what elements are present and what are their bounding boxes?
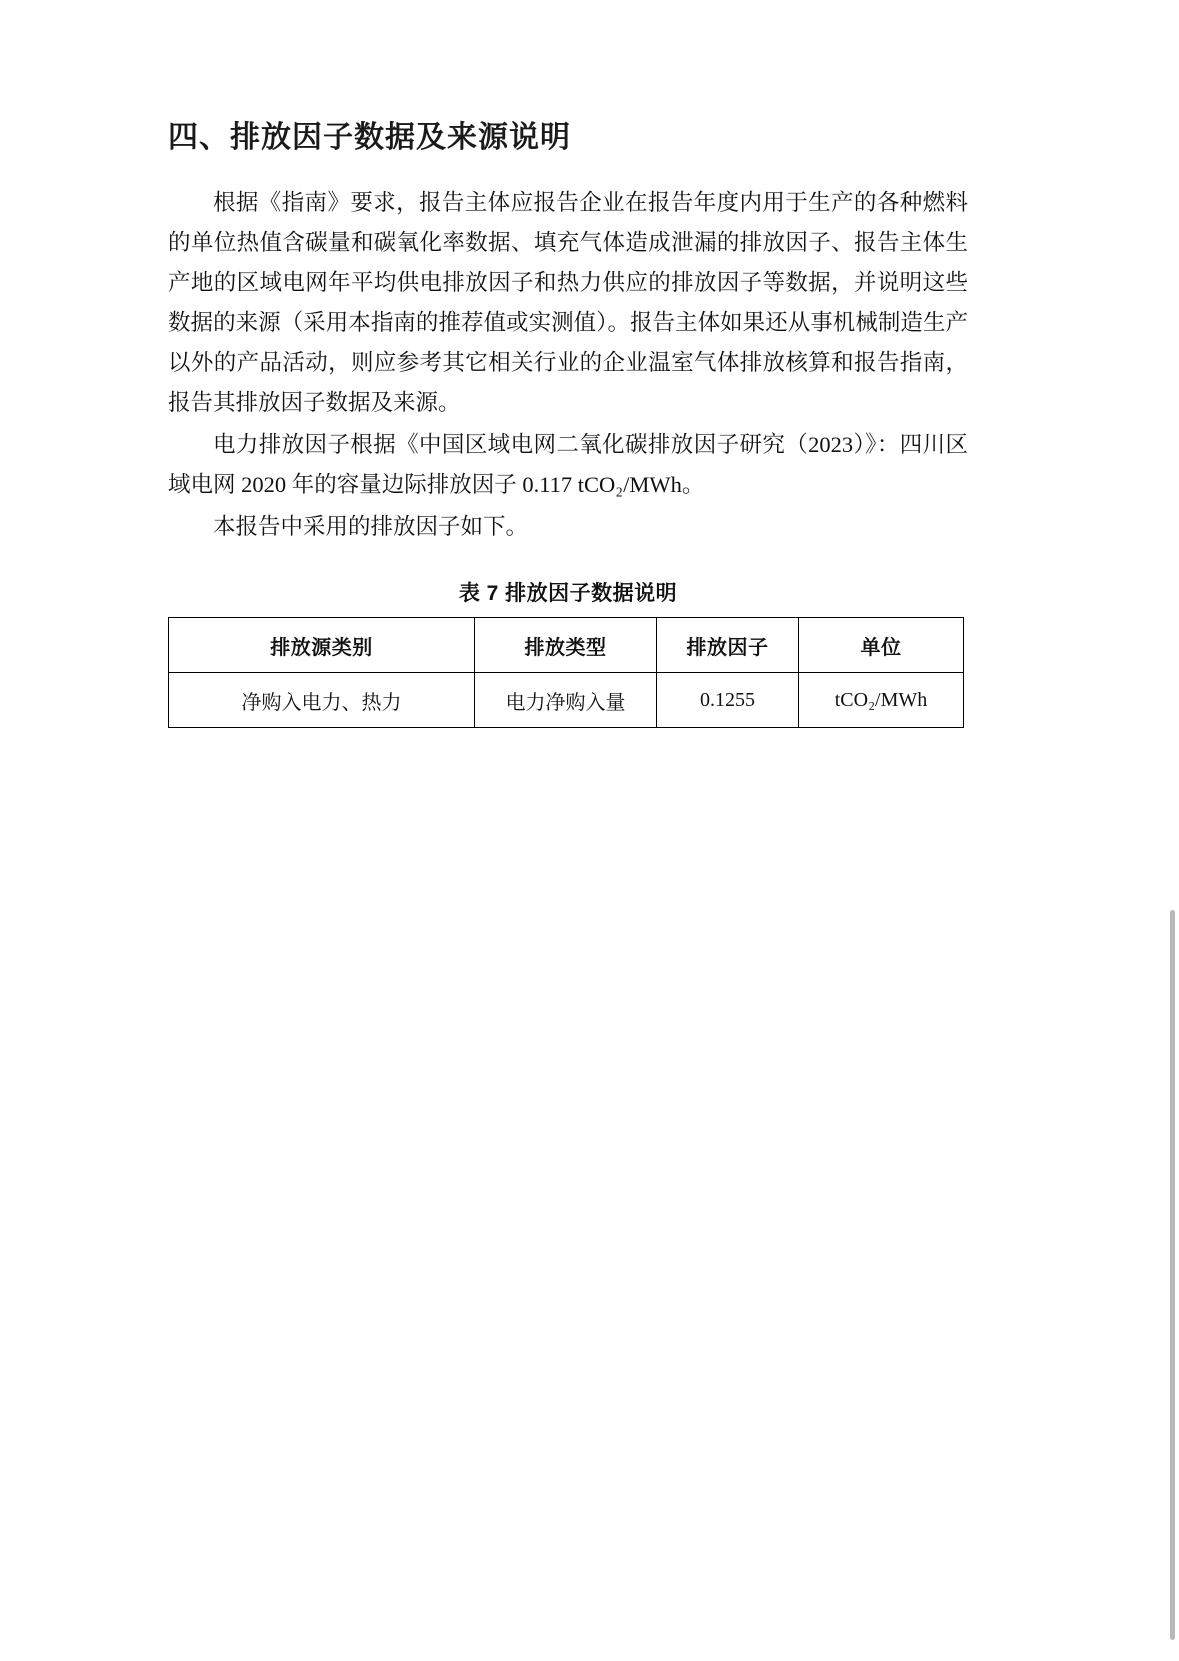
section-heading: 四、排放因子数据及来源说明: [168, 121, 571, 154]
table-header-cell: 单位: [799, 618, 964, 673]
table-cell-source-category: 净购入电力、热力: [169, 673, 475, 728]
paragraph-2: 电力排放因子根据《中国区域电网二氧化碳排放因子研究（2023）》：四川区域电网 2020 年的容量边际排放因子 0.117 tCO₂/MWh。: [168, 432, 968, 497]
paragraph-3: 本报告中采用的排放因子如下。: [213, 514, 529, 539]
paragraph-1: 根据《指南》要求，报告主体应报告企业在报告年度内用于生产的各种燃料的单位热值含碳量和碳氧化率数据、填充气体造成泄漏的排放因子、报告主体生产地的区域电网年平均供电排放因子和热力供应的排放因子等数据，并说明这些数据的来源（采用本指南的推荐值或实测值）。报告主体如果还从事机械制造生产以外的产品活动，则应参考其它相关行业的企业温室气体排放核算和报告指南，报告其排放因子数据及来源。: [168, 190, 968, 415]
emission-factor-table: [168, 617, 964, 728]
table-header-cell: 排放因子: [657, 618, 799, 673]
table-row: [169, 673, 964, 728]
table-cell-emission-type: 电力净购入量: [475, 673, 657, 728]
table-header-cell: 排放类型: [475, 618, 657, 673]
vertical-scrollbar[interactable]: [1171, 0, 1177, 1661]
scrollbar-thumb[interactable]: [1170, 910, 1175, 1640]
page-content: [168, 118, 968, 728]
table-caption: 表 7 排放因子数据说明: [458, 582, 678, 605]
table-header-row: [169, 618, 964, 673]
table-cell-unit: tCO₂/MWh: [799, 673, 964, 728]
table-cell-emission-factor: 0.1255: [657, 673, 799, 728]
table-header-cell: 排放源类别: [169, 618, 475, 673]
